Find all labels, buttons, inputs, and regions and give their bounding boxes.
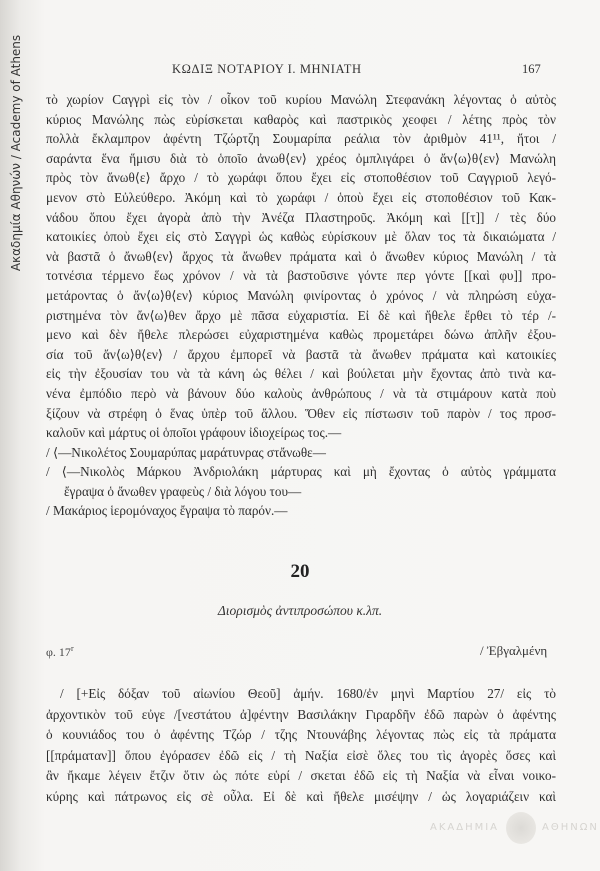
text-line: ἂν ἤκαμε λέγειν ἔτζιν ὅτιν ὡς πότε εὑρί / σκεται ἐδῶ εἰς τὴ Ναξία νὰ εἶναι νοικο-: [46, 768, 556, 784]
academy-stamp: [430, 816, 599, 846]
signature-line: / Μακάριος ἱερομόναχος ἔγραψα τὸ παρόν.—: [46, 503, 288, 519]
running-title: ΚΩΔΙΞ ΝΟΤΑΡΙΟΥ Ι. ΜΗΝΙΑΤΗ: [172, 62, 362, 76]
text-line: [[πράματαν]] ὅπου ἐγόρασεν ἐδῶ εἰς / τὴ Ναξία εἰσὲ ὅλες του τὶς ἀγορὲς ὅσες καὶ: [46, 747, 556, 763]
text-line: ὁ κουνιάδος του ὁ ἀφέντης Τζώρ / τζης Ντουνάβης λέγοντας πὼς εἰς τὰ πράματα: [46, 727, 556, 743]
text-line: πολλὰ ἔκλαμπρον ἀφέντη Τζώρτζη Σουμαρίπα ρεάλια τὸν ἀριθμὸν 41¹¹, ἤτοι /: [46, 131, 556, 147]
body-text-section-1: [46, 90, 556, 521]
text-line: ἀρχοντικὸν τοῦ εὐγε /[νεστάτου ἀ]φέντην Βασιλάκην Γιραρδῆν ἐδῶ παρὼν ὁ ἀφέντης: [46, 706, 556, 722]
academy-emblem-icon: [506, 812, 536, 844]
signature-line: / ⟨—Νικολὸς Μάρκου Ἀνδριολάκη μάρτυρας καὶ μὴ ἔχοντας ὁ αὐτὸς γράμματα: [46, 464, 556, 480]
signature-line: ἔγραψα ὁ ἄνωθεν γραφεὺς / διὰ λόγου του—: [64, 483, 302, 499]
text-line: τὸ χωρίον Cαγγρὶ εἰς τὸν / οἶκον τοῦ κυρίου Μανώλη Στεφανάκη λέγοντας ὁ αὐτὸς: [46, 92, 556, 107]
folio-label: φ. 17: [46, 645, 71, 659]
watermark-text: Ακαδημία Αθηνών / Academy of Athens: [9, 34, 24, 272]
text-line: εἰς τὴν ἐξουσίαν του νὰ τὰ κάνη ὡς θέλει / καὶ βούλεται μὴν ἔχοντας ἀπὸ τινὰ κα-: [46, 366, 556, 382]
text-line: κατοικίες ὁποὺ ἔχει εἰς στὸ Σαγγρὶ ὡς καθὼς εὑρίσκουν μὲ ὅλαν τος τὰ δικαιώματα /: [46, 229, 556, 245]
running-head: [0, 62, 600, 78]
text-line: σαράντα ἕνα ἥμισυ διὰ τὸ ὁποῖο ἀνωθ⟨εν⟩ χρέος ὀμπλιγάρει ὁ ἄν⟨ω⟩θ⟨εν⟩ Μανώλη: [46, 150, 556, 166]
text-line: μενο καὶ δὲν ἤθελε πλερώσει εὐχαριστημένα καθὼς προμετάρει δώνω ἀπλῆν ἐξου-: [46, 327, 556, 343]
text-line: ριστημένα τὸν ἄν⟨ω⟩θεν ἄρχο μὲ πᾶσα εὐχαριστία. Εἰ δὲ καὶ ἤθελε ἔρθει τὸ τέρ /-: [46, 307, 556, 323]
document-number: 20: [290, 561, 310, 582]
body-text-section-2: [46, 684, 556, 808]
text-line: νένα ἐμπόδιο περὸ νὰ βάνουν δύο καλοὺς ἀνθρώπους / νὰ τὰ στιμάρουν κατὰ ποὺ: [46, 385, 556, 401]
text-line: ξίζουν νὰ στρέφη ὁ ἕνας ὑπὲρ τοῦ ἄλλου. Ὅθεν εἰς πίστωσιν τοῦ παρὸν / τος προσ-: [46, 405, 556, 421]
text-line: / [+Εἰς δόξαν τοῦ αἰωνίου Θεοῦ] ἀμήν. 1680/ἐν μηνὶ Μαρτίου 27/ εἰς τὸ: [60, 686, 556, 701]
text-line: σία τοῦ ἄν⟨ω⟩θ⟨εν⟩ / ἄρχου ἐμπορεῖ νὰ βαστᾶ τὰ ἄνωθεν πράματα καὶ κατοικίες: [46, 346, 556, 362]
folio-superscript: r: [70, 644, 74, 653]
folio-reference: [46, 641, 74, 660]
text-line: πρὸς τὸν ἄνωθ⟨ε⟩ ἄρχο / τὸ χωράφι ὅπου ἔχει εἰς στοποθέσιον τοῦ Cαγγριοῦ λεγό-: [46, 170, 556, 186]
stamp-text-left: ΑΚΑΔΗΜΙΑ: [430, 822, 500, 833]
text-line: μενον στὸ Εὐλεύθερο. Ἀκόμη καὶ τὸ χωράφι / ὁποὺ ἔχει εἰς στοποθέσιον τοῦ Κακ-: [46, 189, 556, 205]
marginal-note: / Ἐβγαλμένη: [480, 643, 548, 658]
text-line: νάδου ὅπου ἔχει ἀγορὰ ἀπὸ τὴν Ἀνέζα Πλαστηροῦς. Ἀκόμη καὶ [[τ]] / τὲς δύο: [46, 209, 556, 225]
text-line: νὰ βαστᾶ ὁ ἄνωθ⟨εν⟩ ἄρχος τὰ ἄνωθεν πράματα καὶ ὁ ἄνωθεν κύριος Μανώλη / τὰ: [46, 248, 556, 264]
text-line: καλοῦν καὶ μάρτυς οἱ ὁποῖοι γράφουν ἰδιοχείρως τος.—: [46, 425, 342, 441]
signature-line: / ⟨—Νικολέτος Σουμαρύπας μαράτυνρας στἄνωθε—: [46, 444, 326, 460]
text-line: κύρης καὶ πάτρωνος εἰς σὲ οὖλα. Εἰ δὲ καὶ ἤθελε μισέψην / ὡς λογαριάζειν καὶ: [46, 788, 556, 804]
text-line: μετάροντας ὁ ἄν⟨ω⟩θ⟨εν⟩ κύριος Μανώλη φινίροντας ὁ χρόνος / νὰ πληρώση εὐχα-: [46, 287, 556, 303]
document-subtitle: Διορισμὸς ἀντιπροσώπου κ.λπ.: [217, 603, 383, 618]
text-line: τοτνέσια τέρμενο ἕως χρόνον / νὰ τὰ βαστοῦσινε γόντε περ γόντε [[καὶ φυ]] προ-: [46, 268, 556, 284]
page-number: 167: [522, 62, 541, 76]
text-line: κύριος Μανώλης πὼς εὑρίσκεται καθαρὸς καὶ παστρικὸς χεοφει / λέτης πρὸς τὸν: [46, 111, 556, 127]
stamp-text-right: ΑΘΗΝΩΝ: [542, 822, 599, 833]
